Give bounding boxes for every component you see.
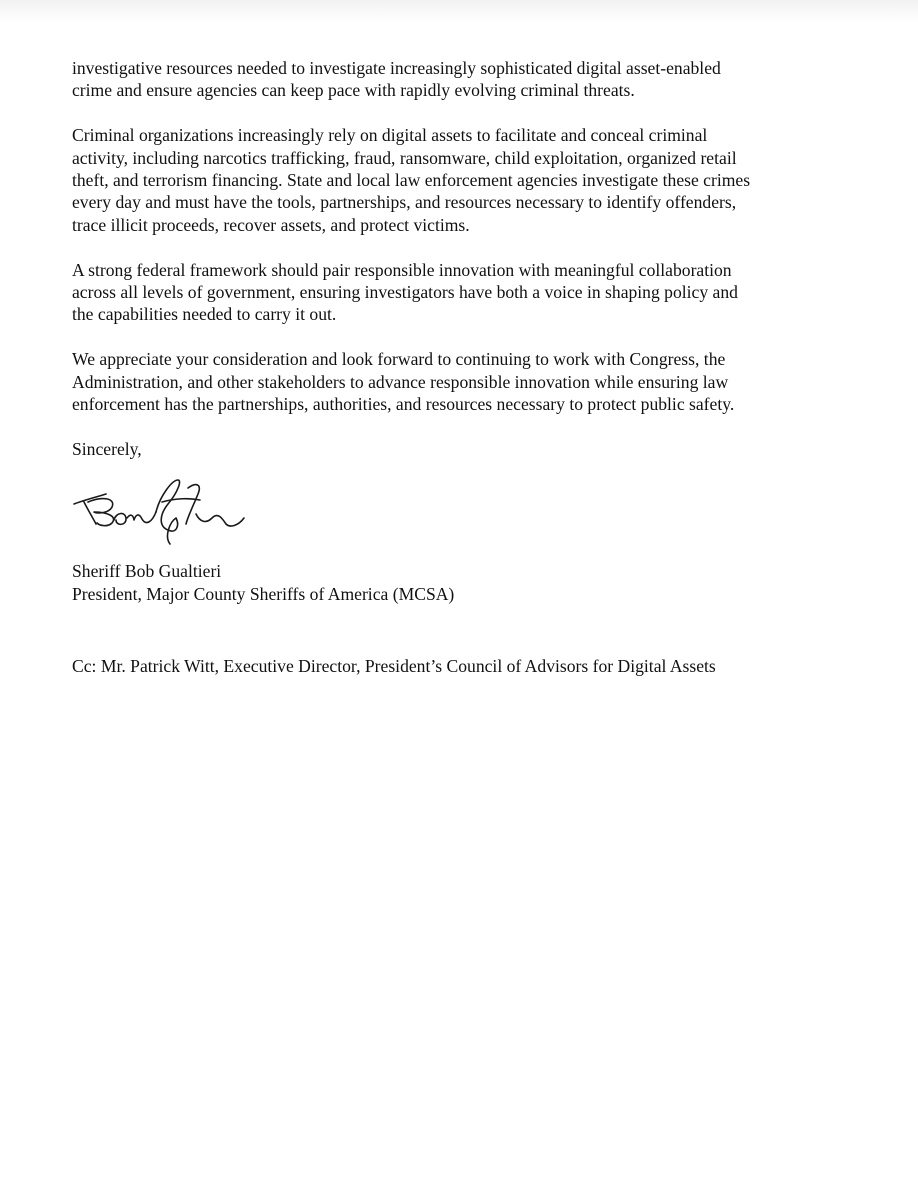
text-line: across all levels of government, ensuring investigators have both a voice in shaping policy and — [72, 282, 738, 303]
text-line: theft, and terrorism financing. State and local law enforcement agencies investigate these crimes — [72, 170, 751, 191]
text-line: enforcement has the partnerships, authorities, and resources necessary to protect public safety. — [72, 394, 735, 415]
paragraph-federal-framework — [72, 259, 842, 326]
signature-block — [72, 560, 842, 605]
cc-text: Cc: Mr. Patrick Witt, Executive Director, President’s Council of Advisors for Digital Assets — [72, 656, 716, 677]
text-line: every day and must have the tools, partnerships, and resources necessary to identify offenders, — [72, 192, 737, 213]
cc-line — [72, 655, 842, 677]
signer-title: President, Major County Sheriffs of America (MCSA) — [72, 583, 455, 604]
text-line: trace illicit proceeds, recover assets, and protect victims. — [72, 214, 470, 235]
text-line: Criminal organizations increasingly rely on digital assets to facilitate and conceal criminal — [72, 125, 708, 146]
paragraph-investigative-resources — [72, 57, 842, 102]
handwritten-signature-icon — [72, 474, 262, 546]
text-line: crime and ensure agencies can keep pace with rapidly evolving criminal threats. — [72, 80, 635, 101]
paragraph-criminal-organizations — [72, 124, 842, 236]
text-line: Administration, and other stakeholders to advance responsible innovation while ensuring law — [72, 371, 729, 392]
text-line: activity, including narcotics trafficking, fraud, ransomware, child exploitation, organized retail — [72, 147, 737, 168]
letter-body — [72, 57, 842, 677]
text-line: We appreciate your consideration and look forward to continuing to work with Congress, the — [72, 349, 726, 370]
text-line: the capabilities needed to carry it out. — [72, 304, 337, 325]
text-line: investigative resources needed to investigate increasingly sophisticated digital asset-enabled — [72, 58, 721, 78]
paragraph-appreciation — [72, 348, 842, 415]
closing-salutation: Sincerely, — [72, 438, 142, 459]
signer-name: Sheriff Bob Gualtieri — [72, 561, 222, 582]
page-top-shadow — [0, 0, 918, 22]
text-line: A strong federal framework should pair responsible innovation with meaningful collaboration — [72, 259, 732, 280]
